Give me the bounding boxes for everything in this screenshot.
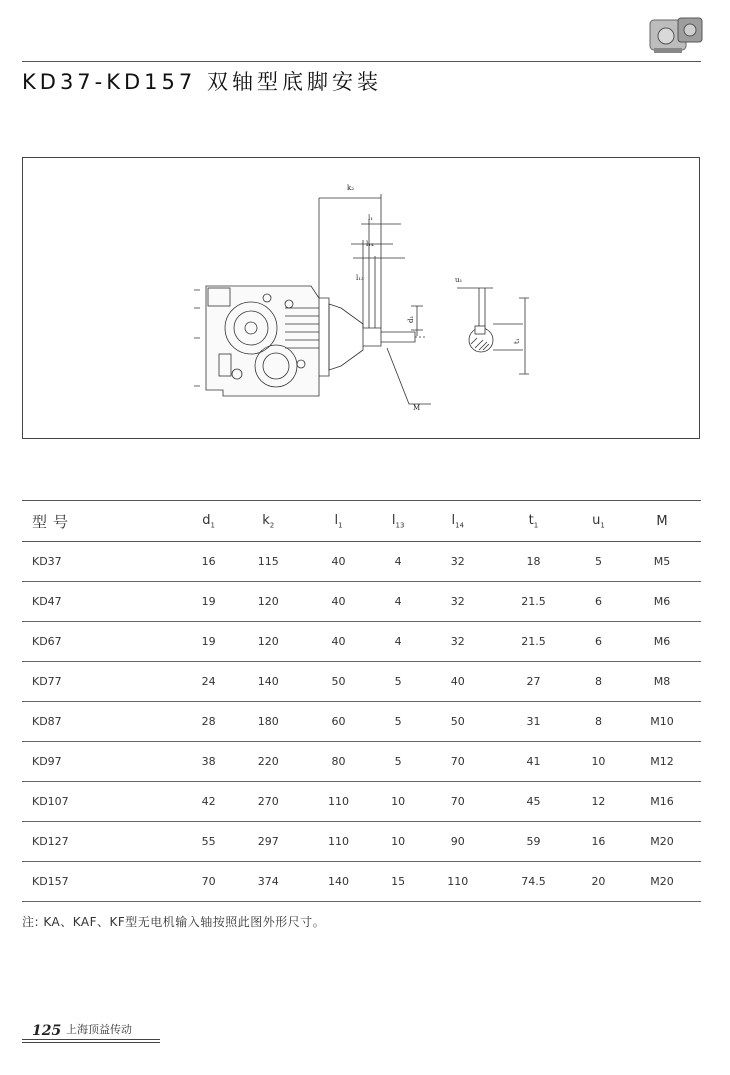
table-cell: M20 <box>623 822 701 862</box>
label-d1: d₁ <box>407 315 415 323</box>
table-cell: KD87 <box>22 702 184 742</box>
table-row <box>22 622 701 662</box>
column-header: $t_1$ <box>493 501 574 542</box>
table-cell: KD107 <box>22 782 184 822</box>
title-rule <box>22 61 701 62</box>
column-header: $l_1$ <box>303 501 373 542</box>
table-cell: 4 <box>374 582 423 622</box>
page-number: 125 <box>32 1023 62 1039</box>
column-header: 型号 <box>22 501 184 542</box>
table-cell: KD127 <box>22 822 184 862</box>
column-header: $k_2$ <box>233 501 303 542</box>
table-cell: 5 <box>374 662 423 702</box>
footer-rule <box>22 1042 160 1043</box>
dimension-table <box>22 500 701 902</box>
table-cell: 4 <box>374 542 423 582</box>
table-cell: 140 <box>233 662 303 702</box>
table-cell: 140 <box>303 862 373 902</box>
table-cell: 120 <box>233 582 303 622</box>
footer-rule <box>22 1039 160 1040</box>
table-row <box>22 822 701 862</box>
table-cell: 110 <box>423 862 493 902</box>
label-l13: l₁₃ <box>356 274 364 282</box>
table-cell: 27 <box>493 662 574 702</box>
table-row <box>22 742 701 782</box>
label-m: M <box>413 404 421 412</box>
table-cell: 6 <box>574 582 623 622</box>
table-row <box>22 542 701 582</box>
drawing-svg <box>23 158 701 440</box>
table-cell: 70 <box>423 782 493 822</box>
table-cell: KD97 <box>22 742 184 782</box>
table-cell: 20 <box>574 862 623 902</box>
table-body <box>22 542 701 902</box>
table-cell: 32 <box>423 582 493 622</box>
table-cell: 32 <box>423 542 493 582</box>
table-cell: 120 <box>233 622 303 662</box>
column-header: $l_{14}$ <box>423 501 493 542</box>
table-cell: 21.5 <box>493 622 574 662</box>
table-cell: 5 <box>374 702 423 742</box>
table-cell: KD67 <box>22 622 184 662</box>
table-cell: 110 <box>303 822 373 862</box>
column-header: $d_1$ <box>184 501 233 542</box>
table-cell: 32 <box>423 622 493 662</box>
table-cell: 110 <box>303 782 373 822</box>
table-cell: 70 <box>423 742 493 782</box>
table-cell: 80 <box>303 742 373 782</box>
table-cell: 74.5 <box>493 862 574 902</box>
table-cell: 31 <box>493 702 574 742</box>
table-cell: M16 <box>623 782 701 822</box>
table-cell: 45 <box>493 782 574 822</box>
table-cell: 220 <box>233 742 303 782</box>
table-cell: 8 <box>574 702 623 742</box>
table-cell: 4 <box>374 622 423 662</box>
label-u1: u₁ <box>455 276 463 284</box>
input-cone <box>319 298 425 376</box>
table-header-row <box>22 501 701 542</box>
table-cell: 50 <box>423 702 493 742</box>
table-cell: 90 <box>423 822 493 862</box>
table-cell: M12 <box>623 742 701 782</box>
table-row <box>22 582 701 622</box>
table-cell: 10 <box>574 742 623 782</box>
table-row <box>22 662 701 702</box>
table-cell: 70 <box>184 862 233 902</box>
table-cell: 5 <box>574 542 623 582</box>
table-cell: 16 <box>184 542 233 582</box>
table-cell: 24 <box>184 662 233 702</box>
column-header: $l_{13}$ <box>374 501 423 542</box>
table-cell: 10 <box>374 782 423 822</box>
table-cell: 115 <box>233 542 303 582</box>
table-cell: 40 <box>423 662 493 702</box>
table-cell: 55 <box>184 822 233 862</box>
table-cell: 19 <box>184 582 233 622</box>
column-header: M <box>623 501 701 542</box>
table-cell: 41 <box>493 742 574 782</box>
table-cell: 15 <box>374 862 423 902</box>
table-cell: 5 <box>374 742 423 782</box>
table-cell: 40 <box>303 542 373 582</box>
table-row <box>22 702 701 742</box>
table-cell: KD47 <box>22 582 184 622</box>
table-cell: 59 <box>493 822 574 862</box>
table-cell: 180 <box>233 702 303 742</box>
table-cell: 40 <box>303 622 373 662</box>
table-cell: 60 <box>303 702 373 742</box>
page-title: KD37-KD157 双轴型底脚安装 <box>22 70 382 94</box>
table-cell: 270 <box>233 782 303 822</box>
table-cell: 18 <box>493 542 574 582</box>
table-cell: M5 <box>623 542 701 582</box>
table-cell: 28 <box>184 702 233 742</box>
table-cell: 8 <box>574 662 623 702</box>
table-cell: 16 <box>574 822 623 862</box>
company-name: 上海顶益传动 <box>66 1023 132 1036</box>
label-l1: l₁ <box>368 214 374 222</box>
dimension-lines <box>319 194 529 404</box>
gearbox-logo-icon <box>648 14 706 56</box>
table-cell: M6 <box>623 582 701 622</box>
table-cell: KD157 <box>22 862 184 902</box>
table-cell: 40 <box>303 582 373 622</box>
technical-drawing <box>22 157 700 439</box>
table-cell: 42 <box>184 782 233 822</box>
table-row <box>22 782 701 822</box>
label-l14: l₁₄ <box>366 240 374 248</box>
table-cell: 6 <box>574 622 623 662</box>
shaft-section <box>469 326 493 352</box>
table-cell: 21.5 <box>493 582 574 622</box>
label-t1: t₁ <box>513 338 521 344</box>
table-cell: M20 <box>623 862 701 902</box>
footnote: 注: KA、KAF、KF型无电机输入轴按照此图外形尺寸。 <box>22 915 326 929</box>
table-row <box>22 862 701 902</box>
table-cell: 38 <box>184 742 233 782</box>
table-cell: 10 <box>374 822 423 862</box>
table-cell: 19 <box>184 622 233 662</box>
gearbox-body <box>194 286 319 396</box>
table-cell: 374 <box>233 862 303 902</box>
table-cell: 297 <box>233 822 303 862</box>
table-cell: M6 <box>623 622 701 662</box>
table-cell: M8 <box>623 662 701 702</box>
table-cell: 12 <box>574 782 623 822</box>
column-header: $u_1$ <box>574 501 623 542</box>
table-cell: KD37 <box>22 542 184 582</box>
table-cell: 50 <box>303 662 373 702</box>
label-k2: k₂ <box>347 184 355 192</box>
table-cell: M10 <box>623 702 701 742</box>
table-cell: KD77 <box>22 662 184 702</box>
